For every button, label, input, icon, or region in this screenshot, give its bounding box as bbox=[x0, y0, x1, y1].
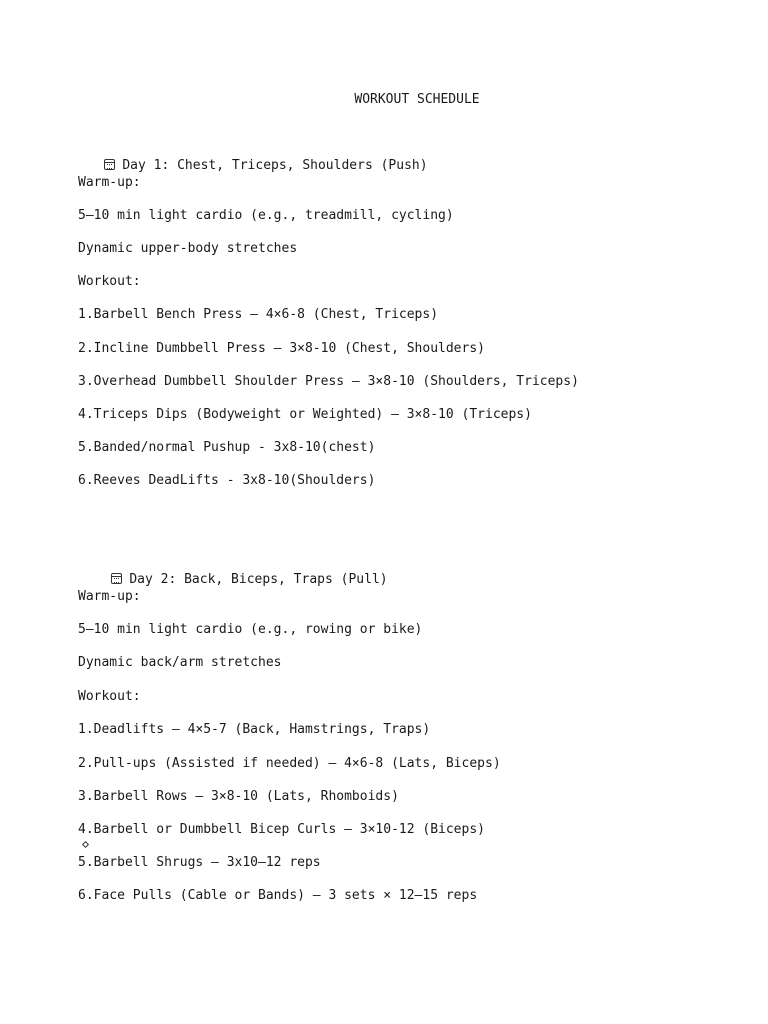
day2-warmup-item: 5–10 min light cardio (e.g., rowing or bike) bbox=[78, 622, 423, 637]
day2-exercise: 1.Deadlifts – 4×5-7 (Back, Hamstrings, Traps) bbox=[78, 722, 431, 737]
day1-heading: Day 1: Chest, Triceps, Shoulders (Push) bbox=[122, 158, 428, 173]
day2-warmup-label: Warm-up: bbox=[78, 589, 141, 604]
day1-exercise: 5.Banded/normal Pushup - 3x8-10(chest) bbox=[78, 440, 376, 455]
calendar-icon bbox=[111, 573, 122, 584]
day2-exercise: 4.Barbell or Dumbbell Bicep Curls – 3×10-12 (Biceps) bbox=[78, 822, 485, 837]
day1-exercise: 6.Reeves DeadLifts - 3x8-10(Shoulders) bbox=[78, 473, 376, 488]
document-title: WORKOUT SCHEDULE bbox=[354, 92, 480, 107]
day2-exercise: 2.Pull-ups (Assisted if needed) – 4×6-8 (Lats, Biceps) bbox=[78, 756, 501, 771]
day2-heading: Day 2: Back, Biceps, Traps (Pull) bbox=[129, 572, 388, 587]
day1-warmup-item: Dynamic upper-body stretches bbox=[78, 241, 298, 256]
day1-warmup-item: 5–10 min light cardio (e.g., treadmill, cycling) bbox=[78, 208, 454, 223]
day1-exercise: 3.Overhead Dumbbell Shoulder Press – 3×8-10 (Shoulders, Triceps) bbox=[78, 374, 579, 389]
day2-warmup-item: Dynamic back/arm stretches bbox=[78, 655, 282, 670]
day2-exercise: 6.Face Pulls (Cable or Bands) – 3 sets × 12–15 reps bbox=[78, 888, 478, 903]
day2-exercise: 5.Barbell Shrugs – 3x10–12 reps bbox=[78, 855, 321, 870]
day1-exercise: 2.Incline Dumbbell Press – 3×8-10 (Chest, Shoulders) bbox=[78, 341, 485, 356]
day1-workout-label: Workout: bbox=[78, 274, 141, 289]
day1-warmup-label: Warm-up: bbox=[78, 175, 141, 190]
day2-workout-label: Workout: bbox=[78, 689, 141, 704]
day2-exercise: 3.Barbell Rows – 3×8-10 (Lats, Rhomboids) bbox=[78, 789, 399, 804]
diamond-bullet-icon bbox=[82, 841, 89, 848]
calendar-icon bbox=[104, 159, 115, 170]
day1-exercise: 1.Barbell Bench Press – 4×6-8 (Chest, Triceps) bbox=[78, 307, 439, 322]
day1-exercise: 4.Triceps Dips (Bodyweight or Weighted) – 3×8-10 (Triceps) bbox=[78, 407, 532, 422]
